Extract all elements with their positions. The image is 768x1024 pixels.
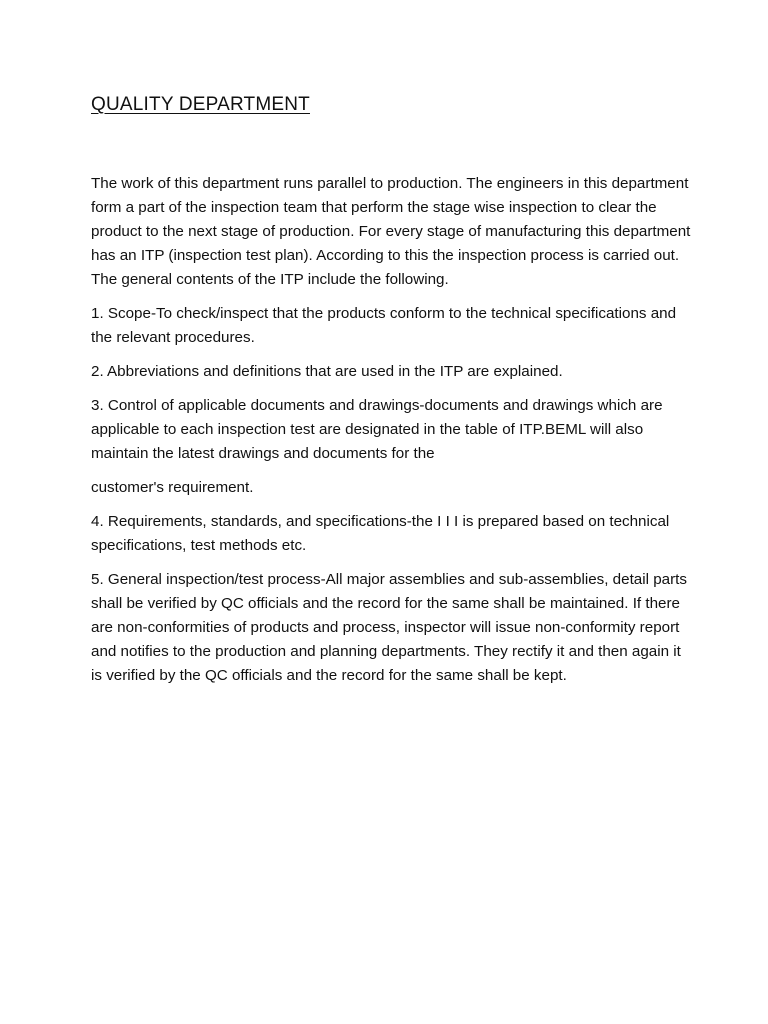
item-control-documents: 3. Control of applicable documents and drawings-documents and drawings which are applicable to each inspection test are designated in the table of ITP.BEML will also maintain the latest drawings and documents for the [91,397,663,462]
item-inspection-process: 5. General inspection/test process-All major assemblies and sub-assemblies, detail parts shall be verified by QC officials and the record for the same shall be maintained. If there are non-conformities of products and process, inspector will issue non-conformity report and notifies to the production and planning departments. They rectify it and then again it is verified by the QC officials and the record for the same shall be kept. [91,571,687,684]
item-requirements: 4. Requirements, standards, and specifications-the I I I is prepared based on technical specifications, test methods etc. [91,513,670,554]
document-content [91,94,691,698]
item-scope: 1. Scope-To check/inspect that the products conform to the technical specifications and the relevant procedures. [91,305,677,346]
item-control-documents-continued: customer's requirement. [91,479,254,496]
item-abbreviations: 2. Abbreviations and definitions that are used in the ITP are explained. [91,363,563,380]
intro-paragraph: The work of this department runs parallel to production. The engineers in this department form a part of the inspection team that perform the stage wise inspection to clear the product to the next stage of production. For every stage of manufacturing this department has an ITP (inspection test plan). According to this the inspection process is carried out. The general contents of the ITP include the following. [91,175,691,288]
page-title: QUALITY DEPARTMENT [91,94,310,115]
